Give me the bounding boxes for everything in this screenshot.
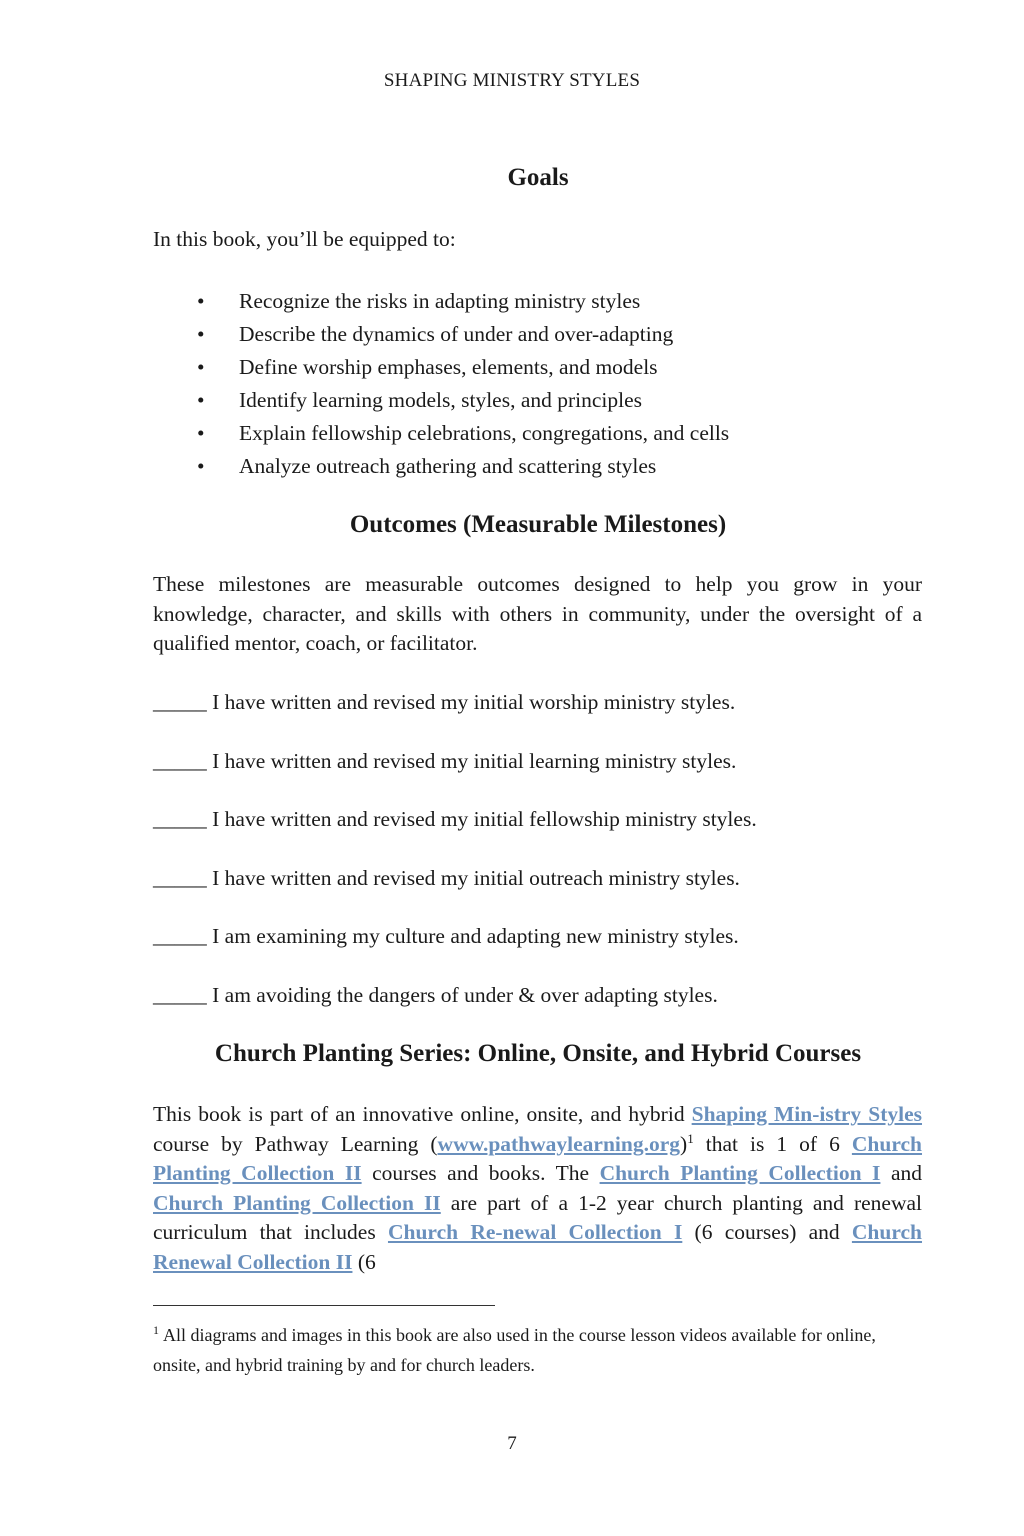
link-church-planting-collection-i[interactable]: Church Planting Collection I	[599, 1161, 881, 1185]
milestone-blank: _____	[153, 924, 207, 948]
goal-item-text: Recognize the risks in adapting ministry styles	[239, 289, 641, 313]
goal-item-text: Define worship emphases, elements, and models	[239, 355, 658, 379]
footnote-reference: 1	[687, 1130, 694, 1146]
milestone-blank: _____	[153, 690, 207, 714]
milestone-blank: _____	[153, 749, 207, 773]
bullet-icon: •	[197, 322, 205, 346]
goal-item-text: Describe the dynamics of under and over-adapting	[239, 322, 674, 346]
link-church-renewal-collection-i[interactable]: Church Re-newal Collection I	[387, 1220, 683, 1244]
series-text: courses and books. The	[361, 1161, 600, 1185]
series-text: )	[680, 1131, 688, 1156]
series-text: and	[880, 1161, 922, 1185]
milestone-blank: _____	[153, 866, 207, 890]
bullet-icon: •	[197, 355, 205, 379]
goal-item	[153, 351, 923, 384]
goal-item	[153, 384, 923, 417]
milestone-item	[153, 922, 923, 951]
milestone-text: I have written and revised my initial outreach ministry styles.	[212, 866, 740, 890]
series-text: that is 1 of 6	[693, 1131, 852, 1156]
milestone-blank: _____	[153, 807, 207, 831]
series-text: (6	[352, 1249, 376, 1274]
outcomes-intro: These milestones are measurable outcomes designed to help you grow in your knowledge, character, and skills with others in community, under the oversight of a qualified mentor, coach, or facilitator.	[153, 572, 922, 655]
series-text: (6 courses) and	[682, 1220, 852, 1244]
footnote-mark: 1	[153, 1323, 159, 1337]
milestone-text: I have written and revised my initial learning ministry styles.	[212, 749, 737, 773]
series-text: course by Pathway Learning (	[153, 1131, 438, 1156]
link-church-planting-collection-ii[interactable]: Church Planting Collection II	[153, 1131, 922, 1185]
footnote-divider	[153, 1305, 495, 1306]
link-pathway-learning-website[interactable]: www.pathwaylearning.org	[437, 1131, 681, 1156]
goals-intro: In this book, you’ll be equipped to:	[153, 227, 456, 251]
series-heading: Church Planting Series: Online, Onsite, and Hybrid Courses	[214, 1040, 862, 1067]
milestone-item	[153, 688, 923, 717]
milestone-text: I am examining my culture and adapting new ministry styles.	[212, 924, 739, 948]
milestone-item	[153, 805, 923, 834]
milestone-item	[153, 747, 923, 776]
milestone-blank: _____	[153, 983, 207, 1007]
milestone-text: I have written and revised my initial fellowship ministry styles.	[212, 807, 757, 831]
bullet-icon: •	[197, 289, 205, 313]
goal-item-text: Identify learning models, styles, and principles	[239, 388, 643, 412]
outcomes-heading: Outcomes (Measurable Milestones)	[349, 511, 727, 538]
running-head: SHAPING MINISTRY STYLES	[383, 70, 641, 91]
goal-item	[153, 318, 923, 351]
series-text: This book is part of an innovative online, onsite, and hybrid	[153, 1102, 692, 1126]
goal-item-text: Explain fellowship celebrations, congregations, and cells	[239, 421, 730, 445]
link-shaping-ministry-styles[interactable]: Shaping Min-istry Styles	[691, 1102, 922, 1126]
footnote-text: All diagrams and images in this book are also used in the course lesson videos available for online, onsite, and hybrid training by and for church leaders.	[153, 1325, 876, 1375]
goal-item	[153, 285, 923, 318]
series-text: are part of a 1-2 year church planting and renewal curriculum that includes	[153, 1190, 922, 1244]
series-paragraph	[153, 1100, 922, 1277]
goal-item-text: Analyze outreach gathering and scattering styles	[239, 454, 657, 478]
milestone-item	[153, 981, 923, 1010]
milestone-text: I have written and revised my initial worship ministry styles.	[212, 690, 736, 714]
bullet-icon: •	[197, 388, 205, 412]
link-church-renewal-collection-ii[interactable]: Church Renewal Collection II	[153, 1220, 923, 1274]
footnote	[153, 1320, 922, 1380]
goals-heading: Goals	[507, 164, 569, 191]
goal-item	[153, 450, 923, 483]
page-number: 7	[507, 1433, 517, 1454]
bullet-icon: •	[197, 454, 205, 478]
milestone-text: I am avoiding the dangers of under & over adapting styles.	[212, 983, 718, 1007]
link-church-planting-collection-ii[interactable]: Church Planting Collection II	[153, 1190, 441, 1215]
milestone-item	[153, 864, 923, 893]
goals-list	[153, 285, 923, 483]
bullet-icon: •	[197, 421, 205, 445]
goal-item	[153, 417, 923, 450]
